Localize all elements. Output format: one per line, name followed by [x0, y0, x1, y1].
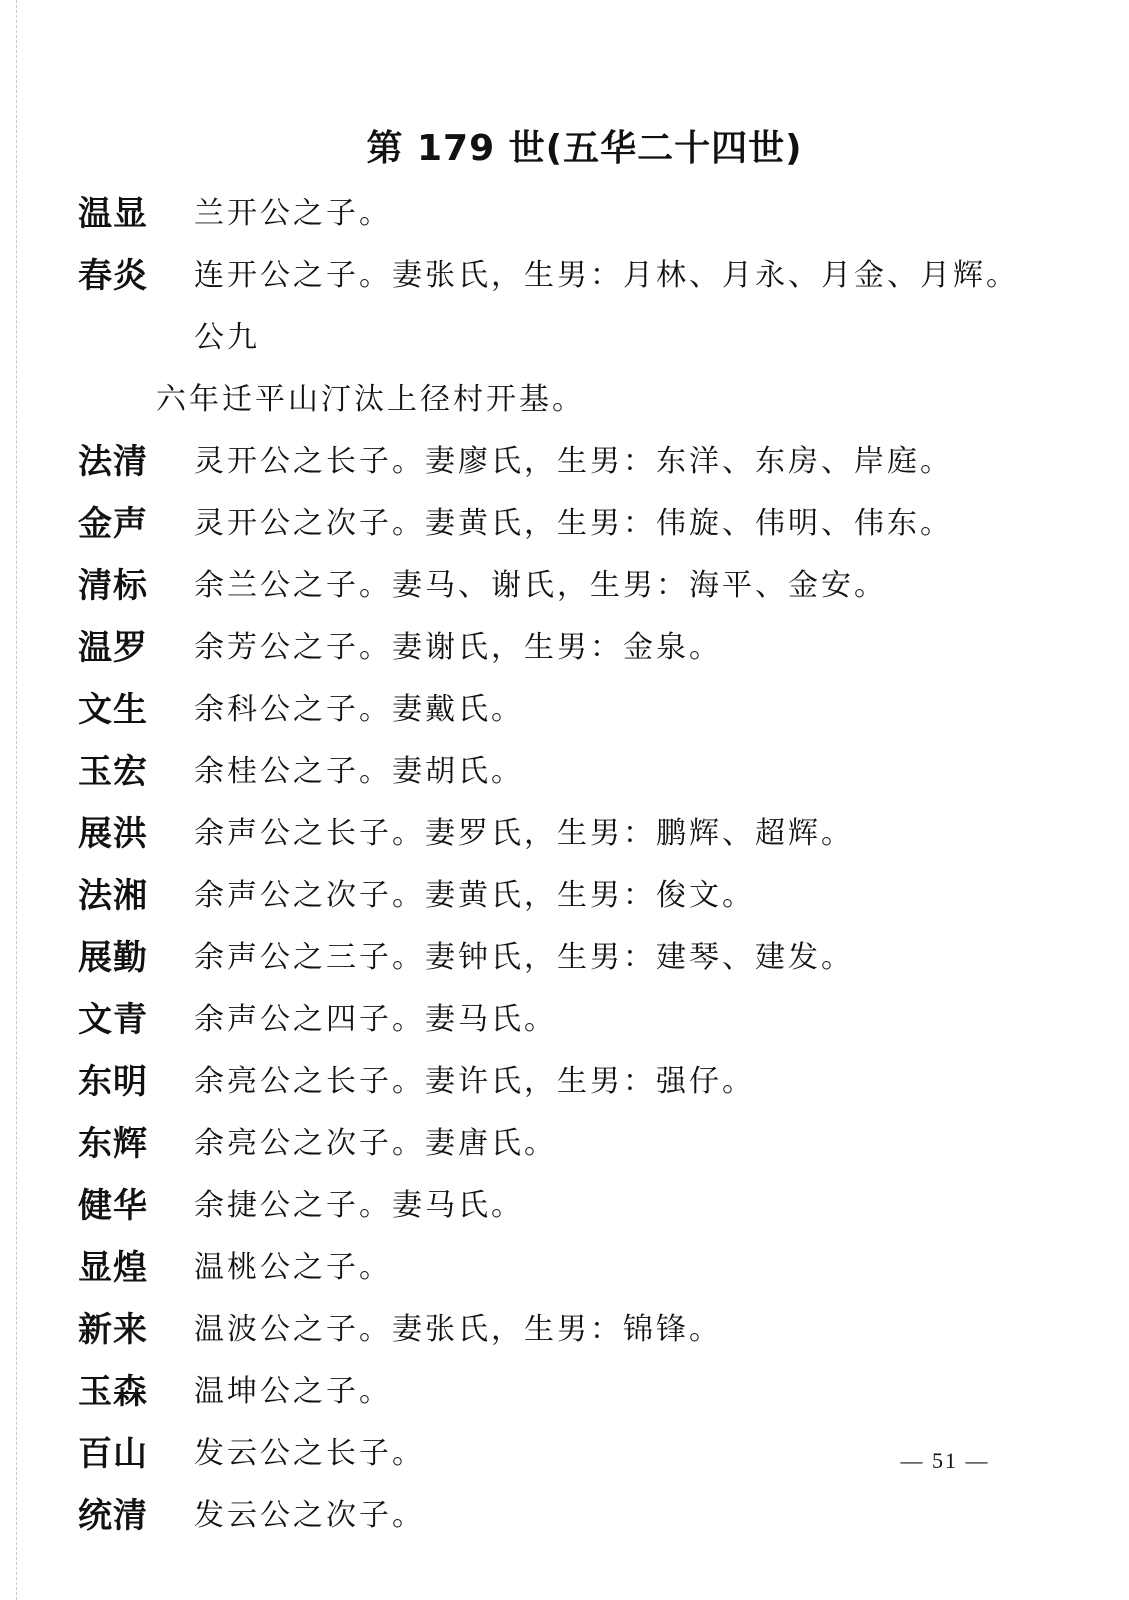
entry-name: 法清	[78, 442, 148, 482]
entry-name: 文青	[78, 1000, 148, 1040]
genealogy-entry	[78, 1175, 1038, 1237]
genealogy-entry	[78, 1113, 1038, 1175]
entry-text: 连开公之子。妻张氏，生男：月林、月永、月金、月辉。公九	[194, 258, 1019, 355]
entry-name: 玉森	[78, 1372, 148, 1412]
genealogy-entry	[78, 989, 1038, 1051]
entry-text: 余兰公之子。妻马、谢氏，生男：海平、金安。	[194, 568, 887, 603]
genealogy-entry	[78, 493, 1038, 555]
genealogy-entry	[78, 183, 1038, 245]
genealogy-entry	[78, 927, 1038, 989]
entry-name: 春炎	[78, 256, 148, 296]
page-number: — 51 —	[900, 1448, 990, 1473]
entry-name: 清标	[78, 566, 148, 606]
entry-text: 发云公之长子。	[194, 1436, 425, 1471]
entry-name: 法湘	[78, 876, 148, 916]
entry-text: 余亮公之次子。妻唐氏。	[194, 1126, 557, 1161]
entry-text: 余声公之长子。妻罗氏，生男：鹏辉、超辉。	[194, 816, 854, 851]
entry-text: 余亮公之长子。妻许氏，生男：强仔。	[194, 1064, 755, 1099]
entry-text: 余声公之次子。妻黄氏，生男：俊文。	[194, 878, 755, 913]
entry-text: 发云公之次子。	[194, 1498, 425, 1533]
entry-text: 余声公之三子。妻钟氏，生男：建琴、建发。	[194, 940, 854, 975]
entry-name: 展勤	[78, 938, 148, 978]
genealogy-entry	[78, 803, 1038, 865]
genealogy-entry	[78, 741, 1038, 803]
entry-text: 余捷公之子。妻马氏。	[194, 1188, 524, 1223]
entry-name: 新来	[78, 1310, 148, 1350]
entry-name: 温显	[78, 194, 148, 234]
genealogy-entry	[78, 555, 1038, 617]
entry-name: 文生	[78, 690, 148, 730]
entry-name: 健华	[78, 1186, 148, 1226]
genealogy-entry	[78, 617, 1038, 679]
entry-text: 余芳公之子。妻谢氏，生男：金泉。	[194, 630, 722, 665]
genealogy-entry	[78, 1485, 1038, 1547]
entry-text: 温波公之子。妻张氏，生男：锦锋。	[194, 1312, 722, 1347]
entry-text: 余桂公之子。妻胡氏。	[194, 754, 524, 789]
genealogy-entry	[78, 245, 1038, 431]
genealogy-entry	[78, 679, 1038, 741]
entry-name: 统清	[78, 1496, 148, 1536]
entry-name: 百山	[78, 1434, 148, 1474]
entry-text-continuation: 六年迁平山汀汰上径村开基。	[156, 382, 585, 417]
entry-text: 温桃公之子。	[194, 1250, 392, 1285]
entry-text: 灵开公之长子。妻廖氏，生男：东洋、东房、岸庭。	[194, 444, 953, 479]
genealogy-entry	[78, 865, 1038, 927]
genealogy-entry	[78, 1051, 1038, 1113]
entry-text: 余声公之四子。妻马氏。	[194, 1002, 557, 1037]
genealogy-entry	[78, 1361, 1038, 1423]
entry-text: 兰开公之子。	[194, 196, 392, 231]
entry-name: 展洪	[78, 814, 148, 854]
genealogy-entry-list	[78, 183, 1038, 1547]
genealogy-entry	[78, 431, 1038, 493]
entry-name: 金声	[78, 504, 148, 544]
entry-text: 灵开公之次子。妻黄氏，生男：伟旋、伟明、伟东。	[194, 506, 953, 541]
entry-text-block	[156, 245, 1038, 431]
entry-text: 温坤公之子。	[194, 1374, 392, 1409]
entry-name: 东辉	[78, 1124, 148, 1164]
genealogy-entry	[78, 1299, 1038, 1361]
entry-name: 东明	[78, 1062, 148, 1102]
entry-name: 显煌	[78, 1248, 148, 1288]
scan-edge-line	[16, 0, 18, 1600]
entry-name: 温罗	[78, 628, 148, 668]
genealogy-entry	[78, 1237, 1038, 1299]
page-title: 第 179 世(五华二十四世)	[366, 128, 803, 169]
entry-text: 余科公之子。妻戴氏。	[194, 692, 524, 727]
entry-name: 玉宏	[78, 752, 148, 792]
